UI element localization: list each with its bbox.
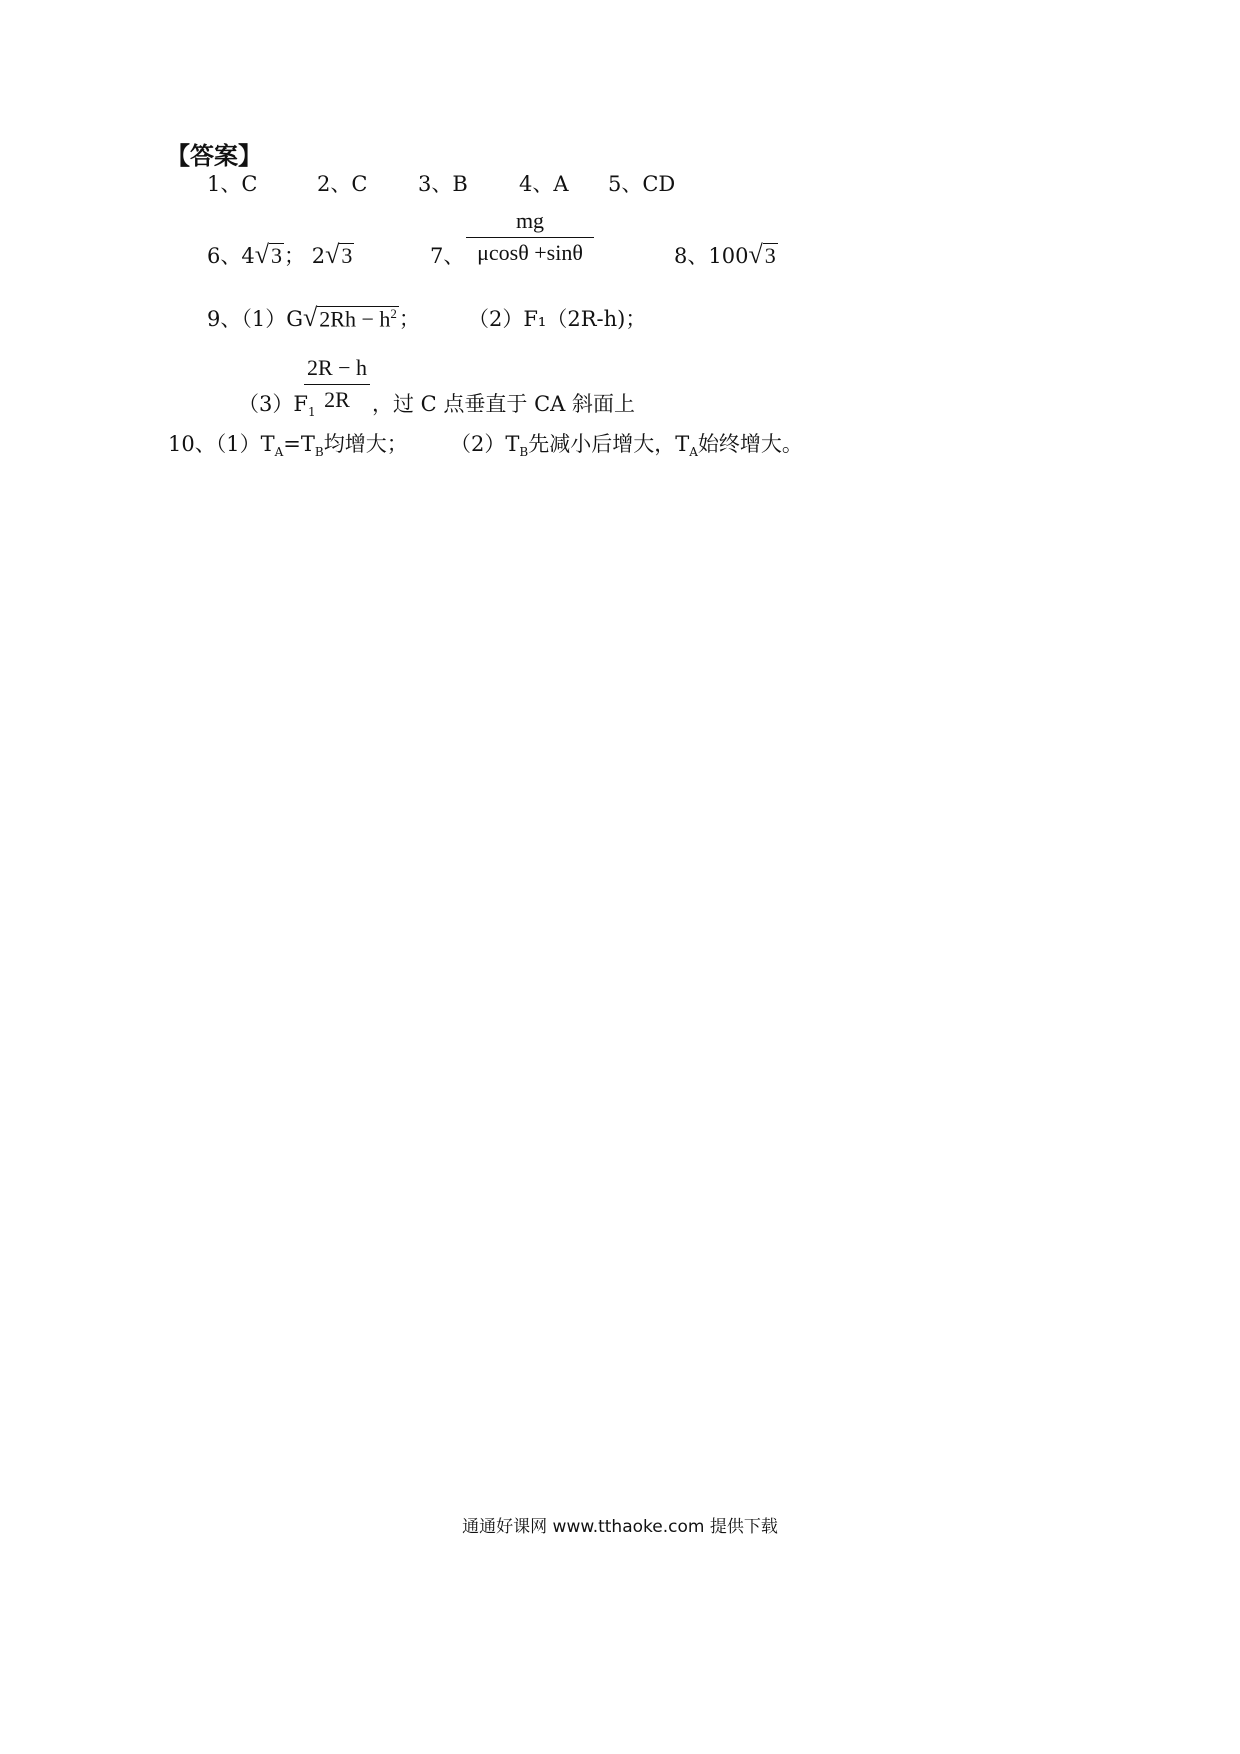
answer-9-part-3-subscript: 1 — [307, 405, 316, 420]
answer-6 — [207, 240, 354, 270]
fraction-numerator: mg — [466, 208, 594, 238]
answer-2: 2、C — [317, 172, 368, 196]
answer-9-exponent: 2 — [390, 305, 397, 321]
subscript-a: A — [689, 445, 698, 460]
sqrt-icon: √3 — [748, 240, 776, 269]
answer-6-prefix: 6、4 — [207, 244, 255, 268]
footer-text: 通通好课网 www.tthaoke.com 提供下载 — [462, 1517, 778, 1537]
answer-9-part-1-end: ； — [398, 307, 420, 331]
answer-8-prefix: 8、100 — [674, 244, 749, 268]
answer-6-radicand-1: 3 — [271, 243, 283, 268]
subscript-b: B — [314, 445, 324, 460]
fraction-denominator: μcosθ +sinθ — [477, 240, 583, 265]
answer-heading: 【答案】 — [166, 142, 262, 170]
answer-10-equals: =T — [283, 432, 315, 456]
answer-5: 5、CD — [608, 172, 676, 196]
answer-9-part-1 — [207, 303, 420, 333]
sqrt-icon: √3 — [325, 240, 353, 269]
answer-6-separator: ； 2 — [284, 244, 326, 268]
answer-9-radicand: 2Rh − h — [319, 306, 391, 331]
answer-6-radicand-2: 3 — [341, 243, 353, 268]
answer-7-prefix: 7、 — [430, 244, 465, 268]
answer-9-part-1-prefix: 9、（1）G — [207, 307, 303, 331]
answer-3: 3、B — [418, 172, 468, 196]
answer-4: 4、A — [519, 172, 569, 196]
fraction-denominator: 2R — [324, 387, 350, 412]
subscript-b: B — [519, 445, 529, 460]
answer-10-part-1-suffix: 均增大； — [323, 432, 408, 456]
sqrt-icon: $√2Rh - h^2$ — [303, 303, 397, 332]
answer-9-fraction — [304, 355, 370, 413]
answer-8-radicand: 3 — [764, 243, 776, 268]
answer-10-part-1-prefix: 10、（1）T — [168, 432, 275, 456]
answer-7-fraction — [466, 208, 594, 266]
answer-10-part-2-suffix: 始终增大。 — [697, 432, 803, 456]
sqrt-icon: √3 — [254, 240, 283, 269]
answer-9-part-3-suffix: ，过 C 点垂直于 CA 斜面上 — [372, 392, 636, 416]
answer-10-part-2 — [450, 428, 803, 459]
answer-9-part-3-label: （3）F — [238, 392, 308, 416]
answer-9-part-2: （2）F₁（2R-h)； — [468, 307, 647, 331]
answer-1: 1、C — [207, 172, 258, 196]
fraction-numerator: 2R − h — [304, 355, 370, 385]
answer-10-part-2-middle: 先减小后增大，T — [528, 432, 690, 456]
answer-10-part-1 — [168, 428, 408, 459]
subscript-a: A — [274, 445, 284, 460]
answer-10-part-2-prefix: （2）T — [450, 432, 520, 456]
answer-8 — [674, 240, 778, 270]
